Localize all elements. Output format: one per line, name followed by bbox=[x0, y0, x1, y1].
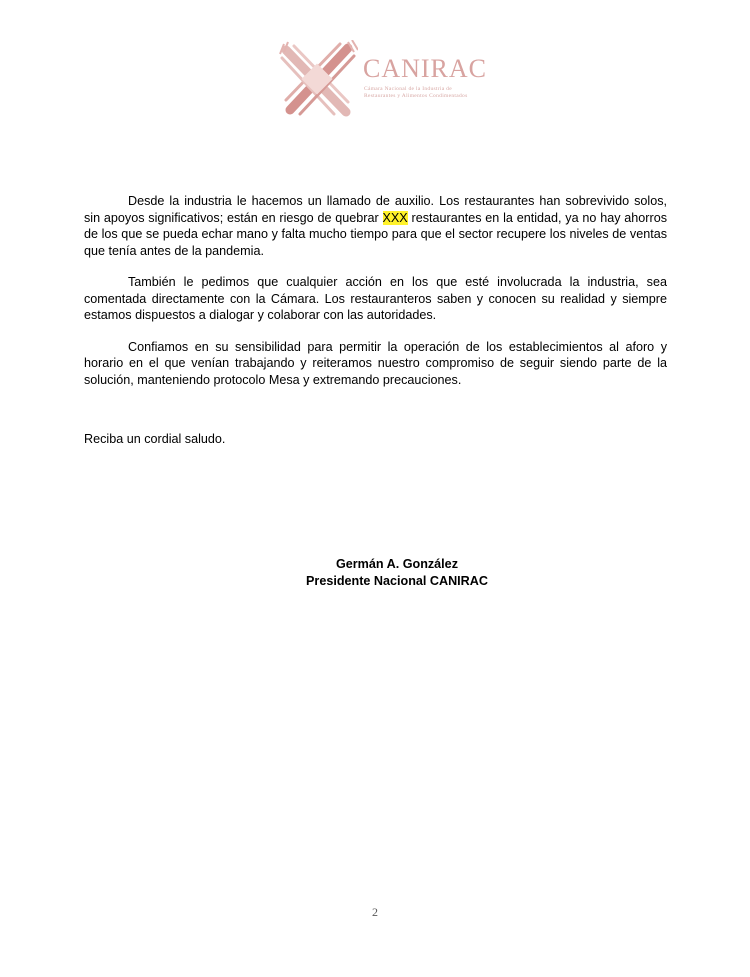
letter-body bbox=[84, 193, 667, 403]
page-number: 2 bbox=[372, 905, 378, 919]
highlighted-placeholder: XXX bbox=[382, 210, 408, 225]
paragraph-1-text-cont: restaurantes en la entidad, ya no hay ahorros de los que se pueda echar mano y falta mucho tiempo para que el sector recupere los niveles de ventas que tenía antes de la pandemia. bbox=[84, 210, 667, 258]
brand-name: CANIRAC bbox=[363, 54, 488, 83]
signatory-name: Germán A. González bbox=[335, 557, 458, 571]
signatory-title: Presidente Nacional CANIRAC bbox=[306, 573, 488, 588]
paragraph-1 bbox=[84, 193, 667, 259]
paragraph-2: También le pedimos que cualquier acción en los que esté involucrada la industria, sea comentada directamente con la Cámara. Los restauranteros saben y conocen su realidad y siempre estamos dispuestos a dialogar y colaborar con las autoridades. bbox=[84, 275, 667, 322]
closing-salutation: Reciba un cordial saludo. bbox=[84, 432, 226, 446]
paragraph-1-text: Desde la industria le hacemos un llamado de auxilio. Los restaurantes han sobrevivido solos, sin apoyos significativos; están en riesgo de quebrar bbox=[84, 194, 667, 225]
signature-block bbox=[240, 556, 554, 589]
crossed-fork-spoon-icon bbox=[278, 40, 358, 120]
paragraph-3: Confiamos en su sensibilidad para permitir la operación de los establecimientos al aforo y horario en el que venían trabajando y reiteramos nuestro compromiso de seguir siendo parte de la solución, manteniendo protocolo Mesa y extremando precauciones. bbox=[84, 339, 667, 387]
brand-subtitle-line: Cámara Nacional de la Industria de bbox=[364, 86, 452, 92]
brand-subtitle-line: Restaurantes y Alimentos Condimentados bbox=[364, 92, 468, 99]
canirac-logo bbox=[278, 40, 518, 120]
brand-subtitle bbox=[364, 86, 514, 99]
